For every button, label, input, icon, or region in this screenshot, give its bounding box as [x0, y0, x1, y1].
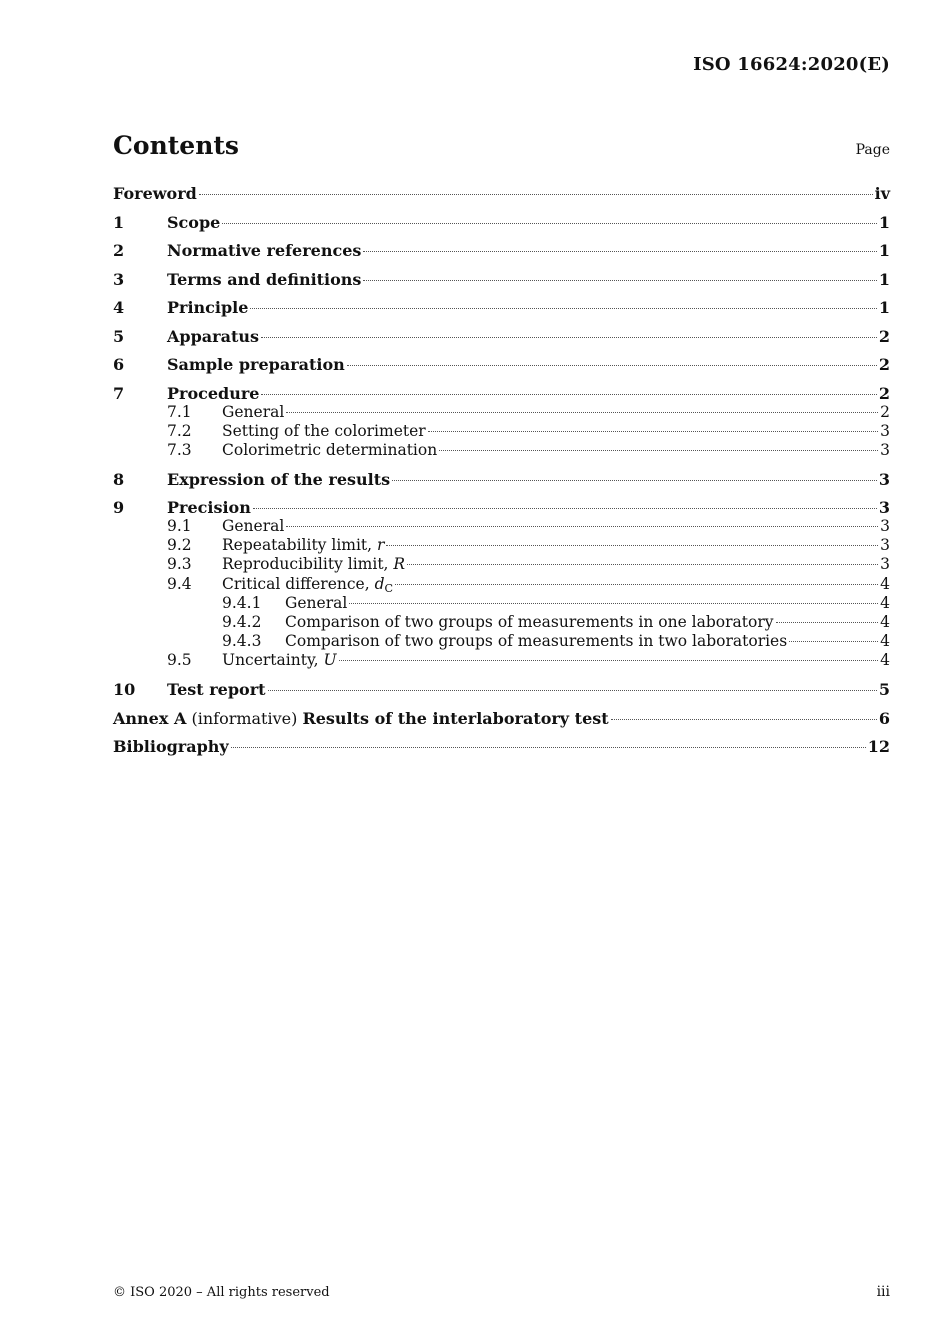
toc-entry-number: 7 [113, 383, 125, 403]
toc-entry-number: 9.4.2 [222, 613, 262, 631]
copyright-notice: © ISO 2020 – All rights reserved [113, 1285, 330, 1300]
toc-entry-number: 9 [113, 498, 125, 518]
toc-entry-7-1[interactable] [113, 403, 890, 422]
toc-entry-6[interactable] [113, 355, 890, 374]
toc-entry-title [222, 575, 393, 594]
dot-leader [199, 194, 873, 195]
dot-leader [222, 223, 877, 224]
toc-entry-title: General [285, 593, 348, 612]
symbol-r: r [377, 536, 385, 555]
toc-entry-page: 12 [867, 737, 890, 757]
toc-entry-number: 9.1 [167, 517, 192, 536]
dot-leader [776, 622, 879, 623]
toc-entry-page: 4 [880, 574, 890, 593]
toc-entry-page: 3 [880, 536, 890, 555]
dot-leader [261, 394, 876, 395]
toc-entry-page: 1 [878, 298, 890, 317]
annex-prefix: Annex A [113, 708, 187, 728]
toc-entry-9[interactable] [113, 498, 890, 517]
dot-leader [428, 431, 878, 432]
toc-entry-number: 4 [113, 298, 125, 317]
dot-leader [347, 365, 877, 366]
page-column-label: Page [855, 142, 890, 158]
dot-leader [286, 526, 878, 527]
dot-leader [250, 308, 876, 309]
toc-entry-page: 2 [880, 402, 890, 421]
dot-leader [611, 719, 877, 720]
dot-leader [392, 480, 877, 481]
toc-entry-title: Comparison of two groups of measurements in two laboratories [285, 632, 788, 651]
toc-entry-1[interactable] [113, 213, 890, 232]
toc-entry-page: 2 [878, 355, 890, 374]
toc-entry-title: Bibliography [113, 737, 229, 757]
annex-title: Results of the interlaboratory test [302, 708, 609, 728]
dot-leader [407, 564, 878, 565]
toc-entry-9-4[interactable] [113, 575, 890, 594]
toc-entry-9-4-1[interactable] [113, 594, 890, 613]
toc-entry-title: Comparison of two groups of measurements in one laboratory [285, 613, 774, 631]
dot-leader [268, 690, 877, 691]
toc-entry-number: 7.3 [167, 440, 192, 459]
dot-leader [439, 450, 878, 451]
toc-entry-number: 2 [113, 241, 125, 260]
toc-entry-9-2[interactable] [113, 536, 890, 555]
toc-entry-title [222, 651, 337, 670]
toc-entry-page: 4 [880, 651, 890, 670]
dot-leader [395, 584, 878, 585]
page-number: iii [876, 1284, 890, 1300]
toc-entry-title: Setting of the colorimeter [222, 421, 426, 440]
toc-entry-page: 1 [878, 269, 890, 289]
symbol-R: R [393, 555, 406, 574]
toc-entry-9-4-2[interactable] [113, 613, 890, 632]
toc-entry-number: 8 [113, 469, 125, 489]
symbol-d: d [374, 574, 385, 593]
toc-entry-title: Foreword [113, 184, 197, 203]
toc-entry-9-1[interactable] [113, 517, 890, 536]
symbol-subscript: C [384, 581, 394, 595]
toc-entry-title: Colorimetric determination [222, 440, 438, 459]
toc-entry-title: Scope [167, 212, 221, 232]
toc-entry-9-4-3[interactable] [113, 632, 890, 651]
toc-entry-number: 7.2 [167, 421, 192, 440]
symbol-U: U [323, 651, 337, 670]
toc-entry-page: 3 [878, 498, 890, 518]
toc-entry-number: 9.3 [167, 555, 192, 574]
toc-entry-title-text: Uncertainty, [222, 651, 324, 670]
dot-leader [231, 747, 866, 748]
toc-entry-title: Principle [167, 298, 249, 317]
dot-leader [789, 641, 878, 642]
toc-entry-10[interactable] [113, 680, 890, 699]
toc-entry-number: 1 [113, 212, 125, 232]
toc-entry-title: Test report [167, 680, 266, 700]
toc-entry-foreword[interactable] [113, 184, 890, 203]
toc-entry-title: Precision [167, 498, 251, 518]
table-of-contents [113, 184, 890, 756]
toc-entry-page: 6 [878, 708, 890, 728]
dot-leader [261, 337, 877, 338]
dot-leader [349, 603, 878, 604]
toc-entry-page: 3 [880, 555, 890, 574]
toc-entry-page: 3 [878, 469, 890, 489]
toc-entry-number: 9.4.1 [222, 593, 262, 612]
toc-entry-title: Procedure [167, 383, 260, 403]
toc-entry-page: iv [874, 184, 890, 203]
toc-entry-7[interactable] [113, 384, 890, 403]
toc-entry-number: 10 [113, 680, 136, 700]
toc-entry-page: 2 [878, 326, 890, 346]
toc-entry-7-2[interactable] [113, 422, 890, 441]
toc-entry-title-text: Critical difference, [222, 574, 375, 593]
toc-entry-9-3[interactable] [113, 555, 890, 574]
dot-leader [386, 545, 878, 546]
toc-entry-title: Apparatus [167, 326, 259, 346]
toc-entry-page: 1 [878, 212, 890, 232]
toc-entry-title [113, 709, 609, 728]
toc-entry-page: 3 [880, 421, 890, 440]
dot-leader [363, 251, 876, 252]
toc-entry-number: 3 [113, 269, 125, 289]
toc-entry-bibliography[interactable] [113, 737, 890, 756]
toc-entry-title [222, 555, 405, 574]
toc-entry-page: 3 [880, 440, 890, 459]
toc-entry-page: 4 [880, 613, 890, 631]
toc-entry-9-5[interactable] [113, 651, 890, 670]
document-id: ISO 16624:2020(E) [693, 54, 890, 75]
dot-leader [339, 660, 879, 661]
toc-entry-title: Sample preparation [167, 355, 345, 374]
toc-entry-2[interactable] [113, 241, 890, 260]
dot-leader [253, 508, 877, 509]
toc-entry-page: 3 [880, 517, 890, 536]
dot-leader [363, 280, 876, 281]
annex-note: (informative) [186, 708, 303, 728]
toc-entry-annex-a[interactable] [113, 709, 890, 728]
toc-entry-page: 1 [878, 241, 890, 260]
toc-entry-number: 9.2 [167, 536, 192, 555]
toc-entry-page: 4 [880, 593, 890, 612]
toc-entry-title-text: Reproducibility limit, [222, 555, 394, 574]
toc-entry-title: General [222, 402, 285, 421]
toc-entry-title [222, 536, 384, 555]
toc-entry-title-text: Repeatability limit, [222, 536, 378, 555]
toc-entry-title: Normative references [167, 241, 362, 260]
toc-entry-number: 5 [113, 326, 125, 346]
toc-entry-7-3[interactable] [113, 441, 890, 460]
toc-entry-title: Expression of the results [167, 469, 391, 489]
toc-entry-number: 9.4.3 [222, 632, 262, 651]
toc-entry-title: Terms and definitions [167, 269, 362, 289]
contents-heading: Contents [113, 131, 240, 160]
toc-entry-title: General [222, 517, 285, 536]
toc-entry-number: 7.1 [167, 402, 192, 421]
toc-entry-number: 9.5 [167, 651, 192, 670]
toc-entry-5[interactable] [113, 327, 890, 346]
toc-entry-page: 4 [880, 632, 890, 651]
toc-entry-page: 5 [878, 680, 890, 700]
toc-entry-number: 9.4 [167, 574, 192, 593]
toc-entry-page: 2 [878, 383, 890, 403]
toc-entry-4[interactable] [113, 298, 890, 317]
toc-entry-number: 6 [113, 355, 125, 374]
toc-entry-3[interactable] [113, 270, 890, 289]
dot-leader [286, 412, 878, 413]
toc-entry-8[interactable] [113, 470, 890, 489]
